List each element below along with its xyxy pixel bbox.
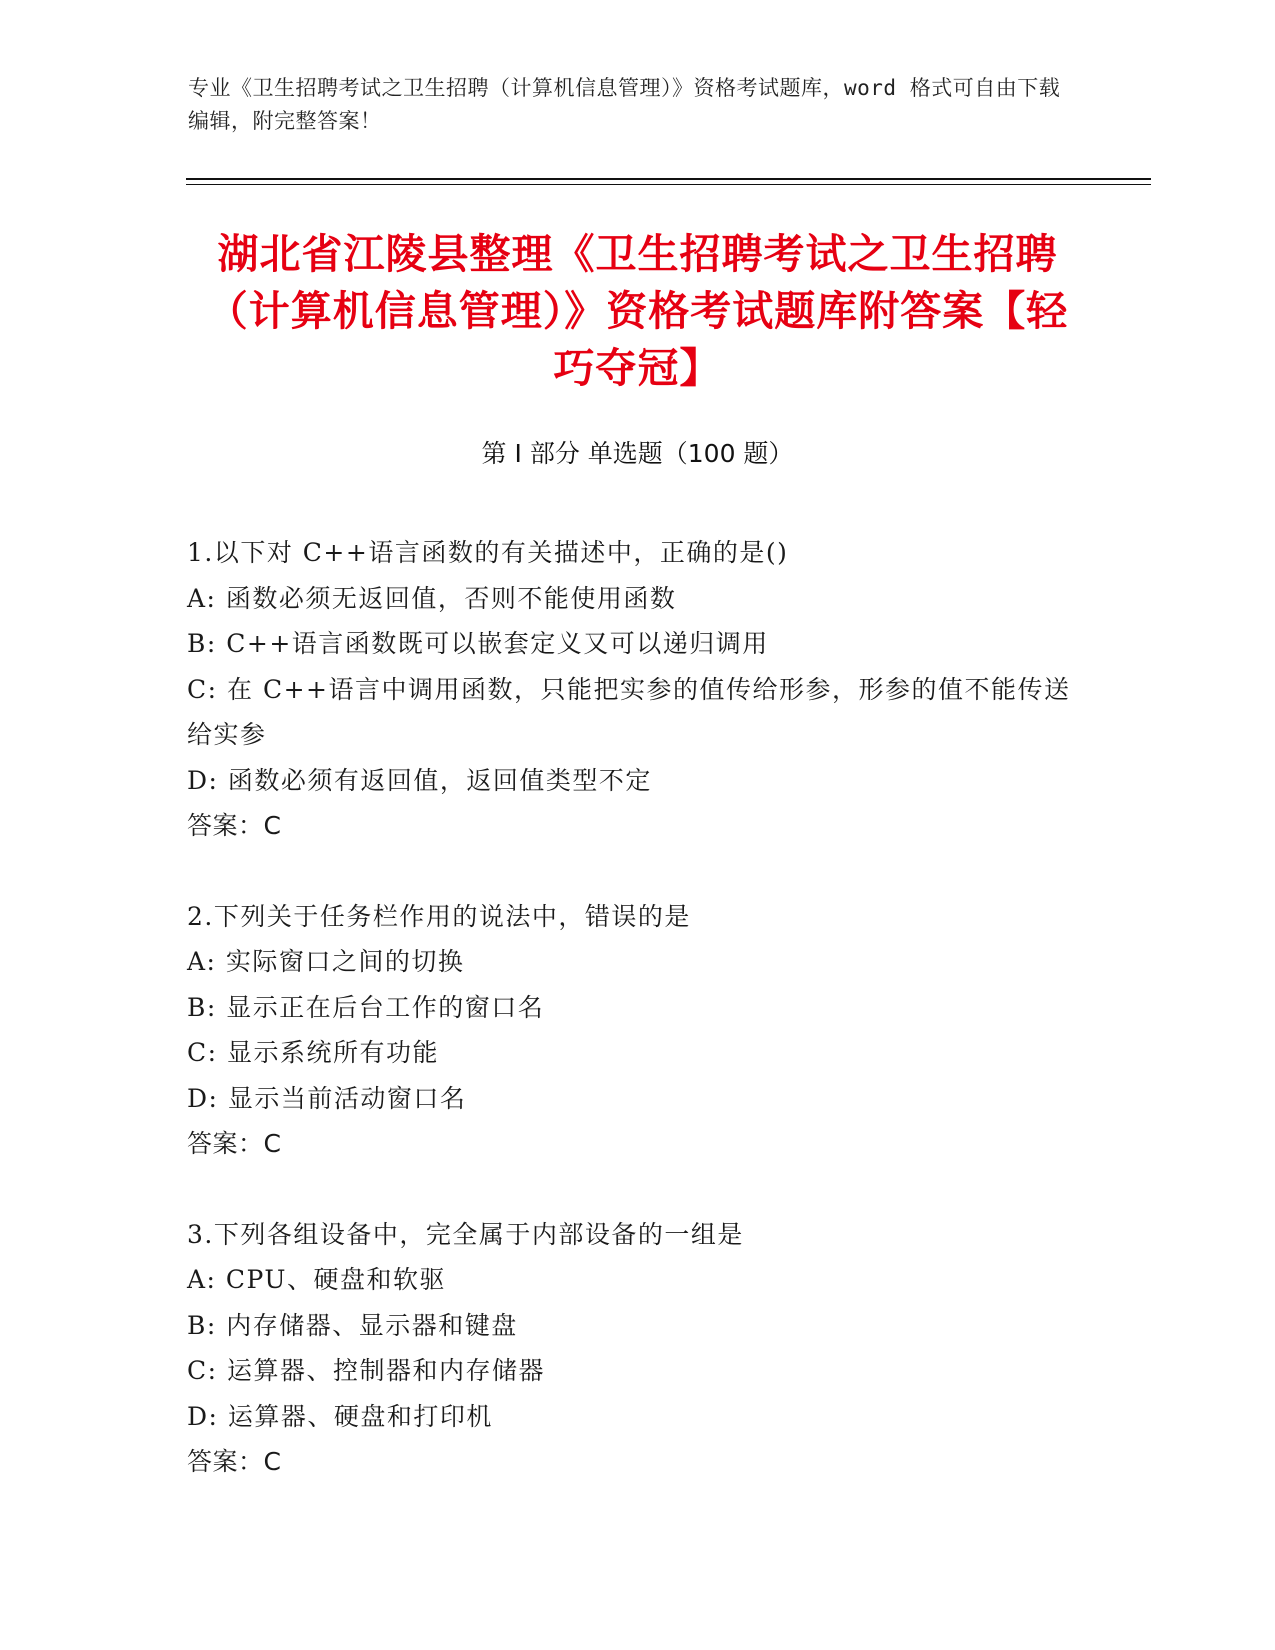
- answer: 答案：C: [187, 1129, 282, 1158]
- option-c: C: 显示系统所有功能: [187, 1038, 439, 1067]
- option-c: C: 运算器、控制器和内存储器: [187, 1356, 545, 1385]
- document-title: 湖北省江陵县整理《卫生招聘考试之卫生招聘（计算机信息管理）》资格考试题库附答案【轻巧夺冠】: [206, 230, 1069, 392]
- header-rule-thin: [186, 184, 1151, 185]
- question-1: [187, 530, 1087, 849]
- question-list: [187, 530, 1087, 1530]
- question-stem: 2.下列关于任务栏作用的说法中，错误的是: [187, 901, 691, 931]
- option-c: C: 在 C++语言中调用函数，只能把实参的值传给形参，形参的值不能传送给实参: [187, 674, 1071, 749]
- section-heading: 第 I 部分 单选题（100 题）: [481, 439, 794, 468]
- header-note: 专业《卫生招聘考试之卫生招聘（计算机信息管理）》资格考试题库，word 格式可自由下载编辑，附完整答案！: [188, 76, 1061, 133]
- option-b: B: C++语言函数既可以嵌套定义又可以递归调用: [187, 629, 769, 658]
- header-rule-thick: [186, 178, 1151, 180]
- option-b: B: 显示正在后台工作的窗口名: [187, 992, 545, 1022]
- option-d: D: 函数必须有返回值，返回值类型不定: [187, 765, 652, 795]
- question-stem: 1.以下对 C++语言函数的有关描述中，正确的是(): [187, 538, 789, 567]
- answer: 答案：C: [187, 1447, 282, 1476]
- question-stem: 3.下列各组设备中，完全属于内部设备的一组是: [187, 1219, 744, 1249]
- option-a: A: CPU、硬盘和软驱: [187, 1265, 447, 1294]
- option-a: A: 实际窗口之间的切换: [187, 947, 465, 976]
- question-3: [187, 1212, 1087, 1485]
- option-a: A: 函数必须无返回值，否则不能使用函数: [187, 583, 677, 613]
- option-d: D: 运算器、硬盘和打印机: [187, 1401, 493, 1431]
- option-d: D: 显示当前活动窗口名: [187, 1083, 467, 1113]
- option-b: B: 内存储器、显示器和键盘: [187, 1310, 518, 1340]
- question-2: [187, 894, 1087, 1167]
- answer: 答案：C: [187, 811, 282, 840]
